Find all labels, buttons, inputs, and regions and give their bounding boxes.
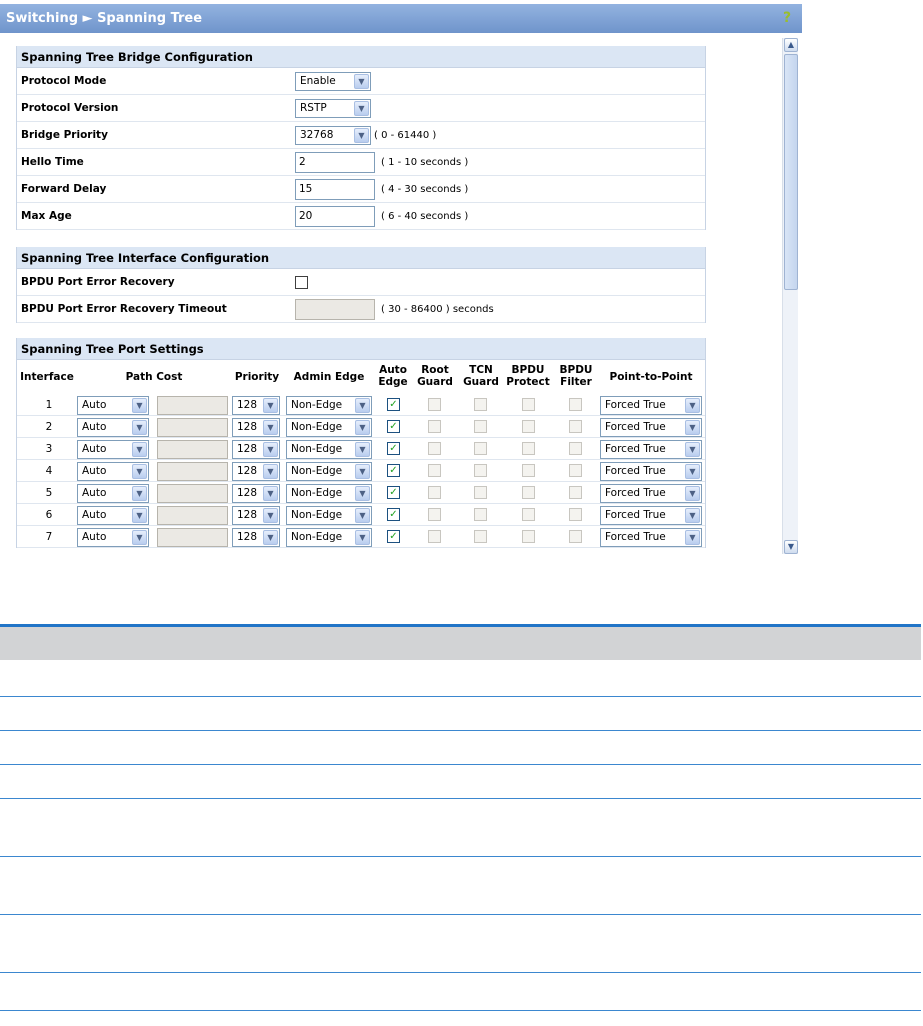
path-cost-input[interactable] <box>157 506 228 525</box>
check-mark-icon: ✓ <box>389 465 398 476</box>
root-guard-checkbox[interactable] <box>428 398 441 411</box>
bpdu-filter-checkbox[interactable] <box>569 508 582 521</box>
auto-edge-checkbox[interactable] <box>387 420 400 433</box>
forward-delay-input[interactable]: 15 <box>295 179 375 200</box>
lower-table-row <box>0 973 921 1011</box>
priority-select[interactable] <box>232 528 280 547</box>
interface-number: 3 <box>45 443 53 455</box>
point-to-point-select-value: Forced True <box>605 465 666 477</box>
bpdu-filter-checkbox[interactable] <box>569 486 582 499</box>
admin-edge-select-value: Non-Edge <box>291 487 343 499</box>
protocol-mode-select[interactable] <box>295 72 371 91</box>
bpdu-timeout-row <box>17 296 705 323</box>
chevron-down-icon: ▼ <box>132 442 147 457</box>
priority-select-value: 128 <box>237 531 258 543</box>
hello-time-input[interactable]: 2 <box>295 152 375 173</box>
table-row <box>17 416 705 438</box>
max-age-label: Max Age <box>21 210 72 222</box>
help-icon[interactable]: ? <box>782 10 792 26</box>
bpdu-protect-line2: Protect <box>506 376 550 388</box>
bpdu-timeout-hint: ( 30 - 86400 ) seconds <box>381 304 494 315</box>
path-cost-select-value: Auto <box>82 399 107 411</box>
col-path-cost: Path Cost <box>125 371 183 383</box>
path-cost-select[interactable] <box>77 462 149 481</box>
chevron-down-icon: ▼ <box>263 508 278 523</box>
hello-time-hint: ( 1 - 10 seconds ) <box>381 157 469 168</box>
check-mark-icon: ✓ <box>389 421 398 432</box>
scrollbar-thumb[interactable] <box>784 54 798 290</box>
chevron-down-icon: ▼ <box>354 128 369 143</box>
chevron-down-icon: ▼ <box>263 530 278 545</box>
point-to-point-select[interactable] <box>600 440 702 459</box>
bpdu-protect-checkbox[interactable] <box>522 508 535 521</box>
auto-edge-checkbox[interactable] <box>387 486 400 499</box>
chevron-down-icon: ▼ <box>132 530 147 545</box>
bpdu-protect-checkbox[interactable] <box>522 420 535 433</box>
hello-time-row <box>17 149 705 176</box>
auto-edge-checkbox[interactable] <box>387 464 400 477</box>
check-mark-icon: ✓ <box>389 487 398 498</box>
chevron-down-icon: ▼ <box>132 508 147 523</box>
path-cost-input[interactable] <box>157 396 228 415</box>
root-guard-checkbox[interactable] <box>428 530 441 543</box>
table-row <box>17 394 705 416</box>
chevron-down-icon: ▼ <box>355 442 370 457</box>
table-row <box>17 460 705 482</box>
path-cost-select-value: Auto <box>82 443 107 455</box>
page-title-bar <box>0 4 802 33</box>
auto-edge-checkbox[interactable] <box>387 508 400 521</box>
priority-select-value: 128 <box>237 465 258 477</box>
bridge-config-title: Spanning Tree Bridge Configuration <box>17 46 705 68</box>
chevron-down-icon: ▼ <box>355 464 370 479</box>
priority-select-value: 128 <box>237 399 258 411</box>
bpdu-timeout-input[interactable] <box>295 299 375 320</box>
chevron-down-icon: ▼ <box>132 464 147 479</box>
point-to-point-select[interactable] <box>600 484 702 503</box>
chevron-down-icon: ▼ <box>355 508 370 523</box>
interface-number: 7 <box>45 531 53 543</box>
priority-select[interactable] <box>232 484 280 503</box>
point-to-point-select-value: Forced True <box>605 443 666 455</box>
point-to-point-select[interactable] <box>600 506 702 525</box>
max-age-row <box>17 203 705 230</box>
hello-time-label: Hello Time <box>21 156 84 168</box>
col-admin-edge: Admin Edge <box>293 371 365 383</box>
bpdu-filter-checkbox[interactable] <box>569 530 582 543</box>
root-guard-line2: Guard <box>417 376 453 388</box>
port-settings-title: Spanning Tree Port Settings <box>17 338 705 360</box>
chevron-down-icon: ▼ <box>354 101 369 116</box>
bridge-priority-select[interactable] <box>295 126 371 145</box>
max-age-input[interactable]: 20 <box>295 206 375 227</box>
root-guard-checkbox[interactable] <box>428 464 441 477</box>
admin-edge-select-value: Non-Edge <box>291 443 343 455</box>
bpdu-protect-checkbox[interactable] <box>522 486 535 499</box>
path-cost-input[interactable] <box>157 484 228 503</box>
root-guard-checkbox[interactable] <box>428 486 441 499</box>
port-table-body <box>17 394 705 548</box>
path-cost-select[interactable] <box>77 528 149 547</box>
auto-edge-line2: Edge <box>378 376 408 388</box>
check-mark-icon: ✓ <box>389 509 398 520</box>
tcn-guard-checkbox[interactable] <box>474 420 487 433</box>
protocol-mode-value: Enable <box>300 75 336 87</box>
point-to-point-select[interactable] <box>600 418 702 437</box>
point-to-point-select-value: Forced True <box>605 399 666 411</box>
chevron-down-icon: ▼ <box>685 420 700 435</box>
chevron-down-icon: ▼ <box>132 398 147 413</box>
col-tcn-guard <box>459 364 503 388</box>
tcn-guard-checkbox[interactable] <box>474 486 487 499</box>
bridge-priority-row <box>17 122 705 149</box>
lower-table-header <box>0 624 921 660</box>
spanning-tree-screen <box>0 0 802 560</box>
bpdu-protect-checkbox[interactable] <box>522 398 535 411</box>
breadcrumb: Switching ► Spanning Tree <box>6 11 203 26</box>
point-to-point-select[interactable] <box>600 396 702 415</box>
path-cost-select-value: Auto <box>82 531 107 543</box>
point-to-point-select[interactable] <box>600 528 702 547</box>
bpdu-recovery-checkbox[interactable] <box>295 276 308 289</box>
bpdu-filter-checkbox[interactable] <box>569 398 582 411</box>
chevron-down-icon: ▼ <box>132 420 147 435</box>
chevron-down-icon: ▼ <box>685 442 700 457</box>
admin-edge-select[interactable] <box>286 506 372 525</box>
point-to-point-select-value: Forced True <box>605 421 666 433</box>
lower-table-row <box>0 915 921 973</box>
priority-select-value: 128 <box>237 487 258 499</box>
priority-select[interactable] <box>232 418 280 437</box>
path-cost-select-value: Auto <box>82 465 107 477</box>
path-cost-select-value: Auto <box>82 487 107 499</box>
col-auto-edge <box>375 364 411 388</box>
chevron-down-icon: ▼ <box>355 420 370 435</box>
admin-edge-select[interactable] <box>286 418 372 437</box>
path-cost-select-value: Auto <box>82 421 107 433</box>
bpdu-protect-checkbox[interactable] <box>522 464 535 477</box>
bpdu-filter-checkbox[interactable] <box>569 464 582 477</box>
col-priority: Priority <box>234 371 280 383</box>
point-to-point-select-value: Forced True <box>605 531 666 543</box>
lower-table-row <box>0 857 921 915</box>
protocol-mode-label: Protocol Mode <box>21 75 107 87</box>
priority-select-value: 128 <box>237 509 258 521</box>
path-cost-select[interactable] <box>77 440 149 459</box>
chevron-down-icon: ▼ <box>263 420 278 435</box>
chevron-down-icon: ▼ <box>355 398 370 413</box>
tcn-guard-checkbox[interactable] <box>474 464 487 477</box>
point-to-point-select-value: Forced True <box>605 487 666 499</box>
admin-edge-select-value: Non-Edge <box>291 531 343 543</box>
chevron-down-icon: ▼ <box>355 486 370 501</box>
bpdu-timeout-label: BPDU Port Error Recovery Timeout <box>21 303 227 315</box>
col-root-guard <box>413 364 457 388</box>
scroll-down-arrow[interactable]: ▼ <box>784 540 798 554</box>
bpdu-filter-line2: Filter <box>560 376 592 388</box>
bpdu-protect-checkbox[interactable] <box>522 442 535 455</box>
auto-edge-line1: Auto <box>379 364 407 376</box>
point-to-point-select-value: Forced True <box>605 509 666 521</box>
admin-edge-select[interactable] <box>286 440 372 459</box>
lower-table <box>0 624 921 1011</box>
forward-delay-row <box>17 176 705 203</box>
chevron-down-icon: ▼ <box>685 508 700 523</box>
forward-delay-hint: ( 4 - 30 seconds ) <box>381 184 469 195</box>
protocol-mode-row <box>17 68 705 95</box>
col-bpdu-protect <box>503 364 553 388</box>
bridge-priority-hint: ( 0 - 61440 ) <box>374 130 437 141</box>
lower-table-row <box>0 697 921 731</box>
bpdu-recovery-row <box>17 269 705 296</box>
col-bpdu-filter <box>555 364 597 388</box>
chevron-down-icon: ▼ <box>685 464 700 479</box>
admin-edge-select-value: Non-Edge <box>291 509 343 521</box>
tcn-guard-line1: TCN <box>469 364 493 376</box>
port-settings-panel <box>16 338 706 548</box>
chevron-down-icon: ▼ <box>685 486 700 501</box>
chevron-down-icon: ▼ <box>132 486 147 501</box>
root-guard-checkbox[interactable] <box>428 508 441 521</box>
chevron-down-icon: ▼ <box>263 442 278 457</box>
bridge-config-panel <box>16 46 706 230</box>
interface-number: 2 <box>45 421 53 433</box>
protocol-version-label: Protocol Version <box>21 102 119 114</box>
priority-select-value: 128 <box>237 421 258 433</box>
chevron-down-icon: ▼ <box>685 398 700 413</box>
admin-edge-select[interactable] <box>286 396 372 415</box>
bpdu-protect-checkbox[interactable] <box>522 530 535 543</box>
point-to-point-select[interactable] <box>600 462 702 481</box>
lower-table-row <box>0 731 921 765</box>
bpdu-recovery-label: BPDU Port Error Recovery <box>21 276 175 288</box>
admin-edge-select-value: Non-Edge <box>291 465 343 477</box>
priority-select[interactable] <box>232 396 280 415</box>
path-cost-select[interactable] <box>77 396 149 415</box>
tcn-guard-checkbox[interactable] <box>474 442 487 455</box>
path-cost-input[interactable] <box>157 418 228 437</box>
interface-config-panel <box>16 247 706 323</box>
priority-select-value: 128 <box>237 443 258 455</box>
chevron-down-icon: ▼ <box>263 486 278 501</box>
table-row <box>17 438 705 460</box>
max-age-hint: ( 6 - 40 seconds ) <box>381 211 469 222</box>
port-table-header <box>17 360 705 394</box>
chevron-down-icon: ▼ <box>263 464 278 479</box>
admin-edge-select-value: Non-Edge <box>291 399 343 411</box>
admin-edge-select[interactable] <box>286 528 372 547</box>
protocol-version-row <box>17 95 705 122</box>
table-row <box>17 482 705 504</box>
chevron-down-icon: ▼ <box>354 74 369 89</box>
lower-table-row <box>0 799 921 857</box>
vertical-scrollbar[interactable] <box>782 38 798 554</box>
protocol-version-select[interactable] <box>295 99 371 118</box>
path-cost-select[interactable] <box>77 484 149 503</box>
priority-select[interactable] <box>232 506 280 525</box>
path-cost-select[interactable] <box>77 506 149 525</box>
protocol-version-value: RSTP <box>300 102 327 114</box>
bpdu-filter-checkbox[interactable] <box>569 442 582 455</box>
interface-number: 1 <box>45 399 53 411</box>
tcn-guard-checkbox[interactable] <box>474 508 487 521</box>
bpdu-filter-line1: BPDU <box>559 364 593 376</box>
check-mark-icon: ✓ <box>389 531 398 542</box>
chevron-down-icon: ▼ <box>263 398 278 413</box>
interface-number: 4 <box>45 465 53 477</box>
scroll-up-arrow[interactable]: ▲ <box>784 38 798 52</box>
table-row <box>17 526 705 548</box>
bridge-priority-value: 32768 <box>300 129 334 141</box>
check-mark-icon: ✓ <box>389 399 398 410</box>
tcn-guard-line2: Guard <box>463 376 499 388</box>
admin-edge-select[interactable] <box>286 484 372 503</box>
chevron-down-icon: ▼ <box>685 530 700 545</box>
bpdu-filter-checkbox[interactable] <box>569 420 582 433</box>
auto-edge-checkbox[interactable] <box>387 442 400 455</box>
root-guard-checkbox[interactable] <box>428 420 441 433</box>
col-point-to-point: Point-to-Point <box>609 371 693 383</box>
path-cost-input[interactable] <box>157 528 228 547</box>
tcn-guard-checkbox[interactable] <box>474 398 487 411</box>
path-cost-select[interactable] <box>77 418 149 437</box>
path-cost-input[interactable] <box>157 440 228 459</box>
bpdu-protect-line1: BPDU <box>511 364 545 376</box>
auto-edge-checkbox[interactable] <box>387 530 400 543</box>
interface-config-title: Spanning Tree Interface Configuration <box>17 247 705 269</box>
root-guard-checkbox[interactable] <box>428 442 441 455</box>
lower-table-row <box>0 765 921 799</box>
tcn-guard-checkbox[interactable] <box>474 530 487 543</box>
priority-select[interactable] <box>232 462 280 481</box>
path-cost-input[interactable] <box>157 462 228 481</box>
priority-select[interactable] <box>232 440 280 459</box>
chevron-down-icon: ▼ <box>355 530 370 545</box>
check-mark-icon: ✓ <box>389 443 398 454</box>
auto-edge-checkbox[interactable] <box>387 398 400 411</box>
interface-number: 6 <box>45 509 53 521</box>
path-cost-select-value: Auto <box>82 509 107 521</box>
content-area <box>0 33 780 560</box>
forward-delay-label: Forward Delay <box>21 183 107 195</box>
lower-table-row <box>0 660 921 697</box>
table-row <box>17 504 705 526</box>
col-interface: Interface <box>20 371 74 383</box>
interface-number: 5 <box>45 487 53 499</box>
root-guard-line1: Root <box>421 364 449 376</box>
bridge-priority-label: Bridge Priority <box>21 129 108 141</box>
admin-edge-select-value: Non-Edge <box>291 421 343 433</box>
admin-edge-select[interactable] <box>286 462 372 481</box>
